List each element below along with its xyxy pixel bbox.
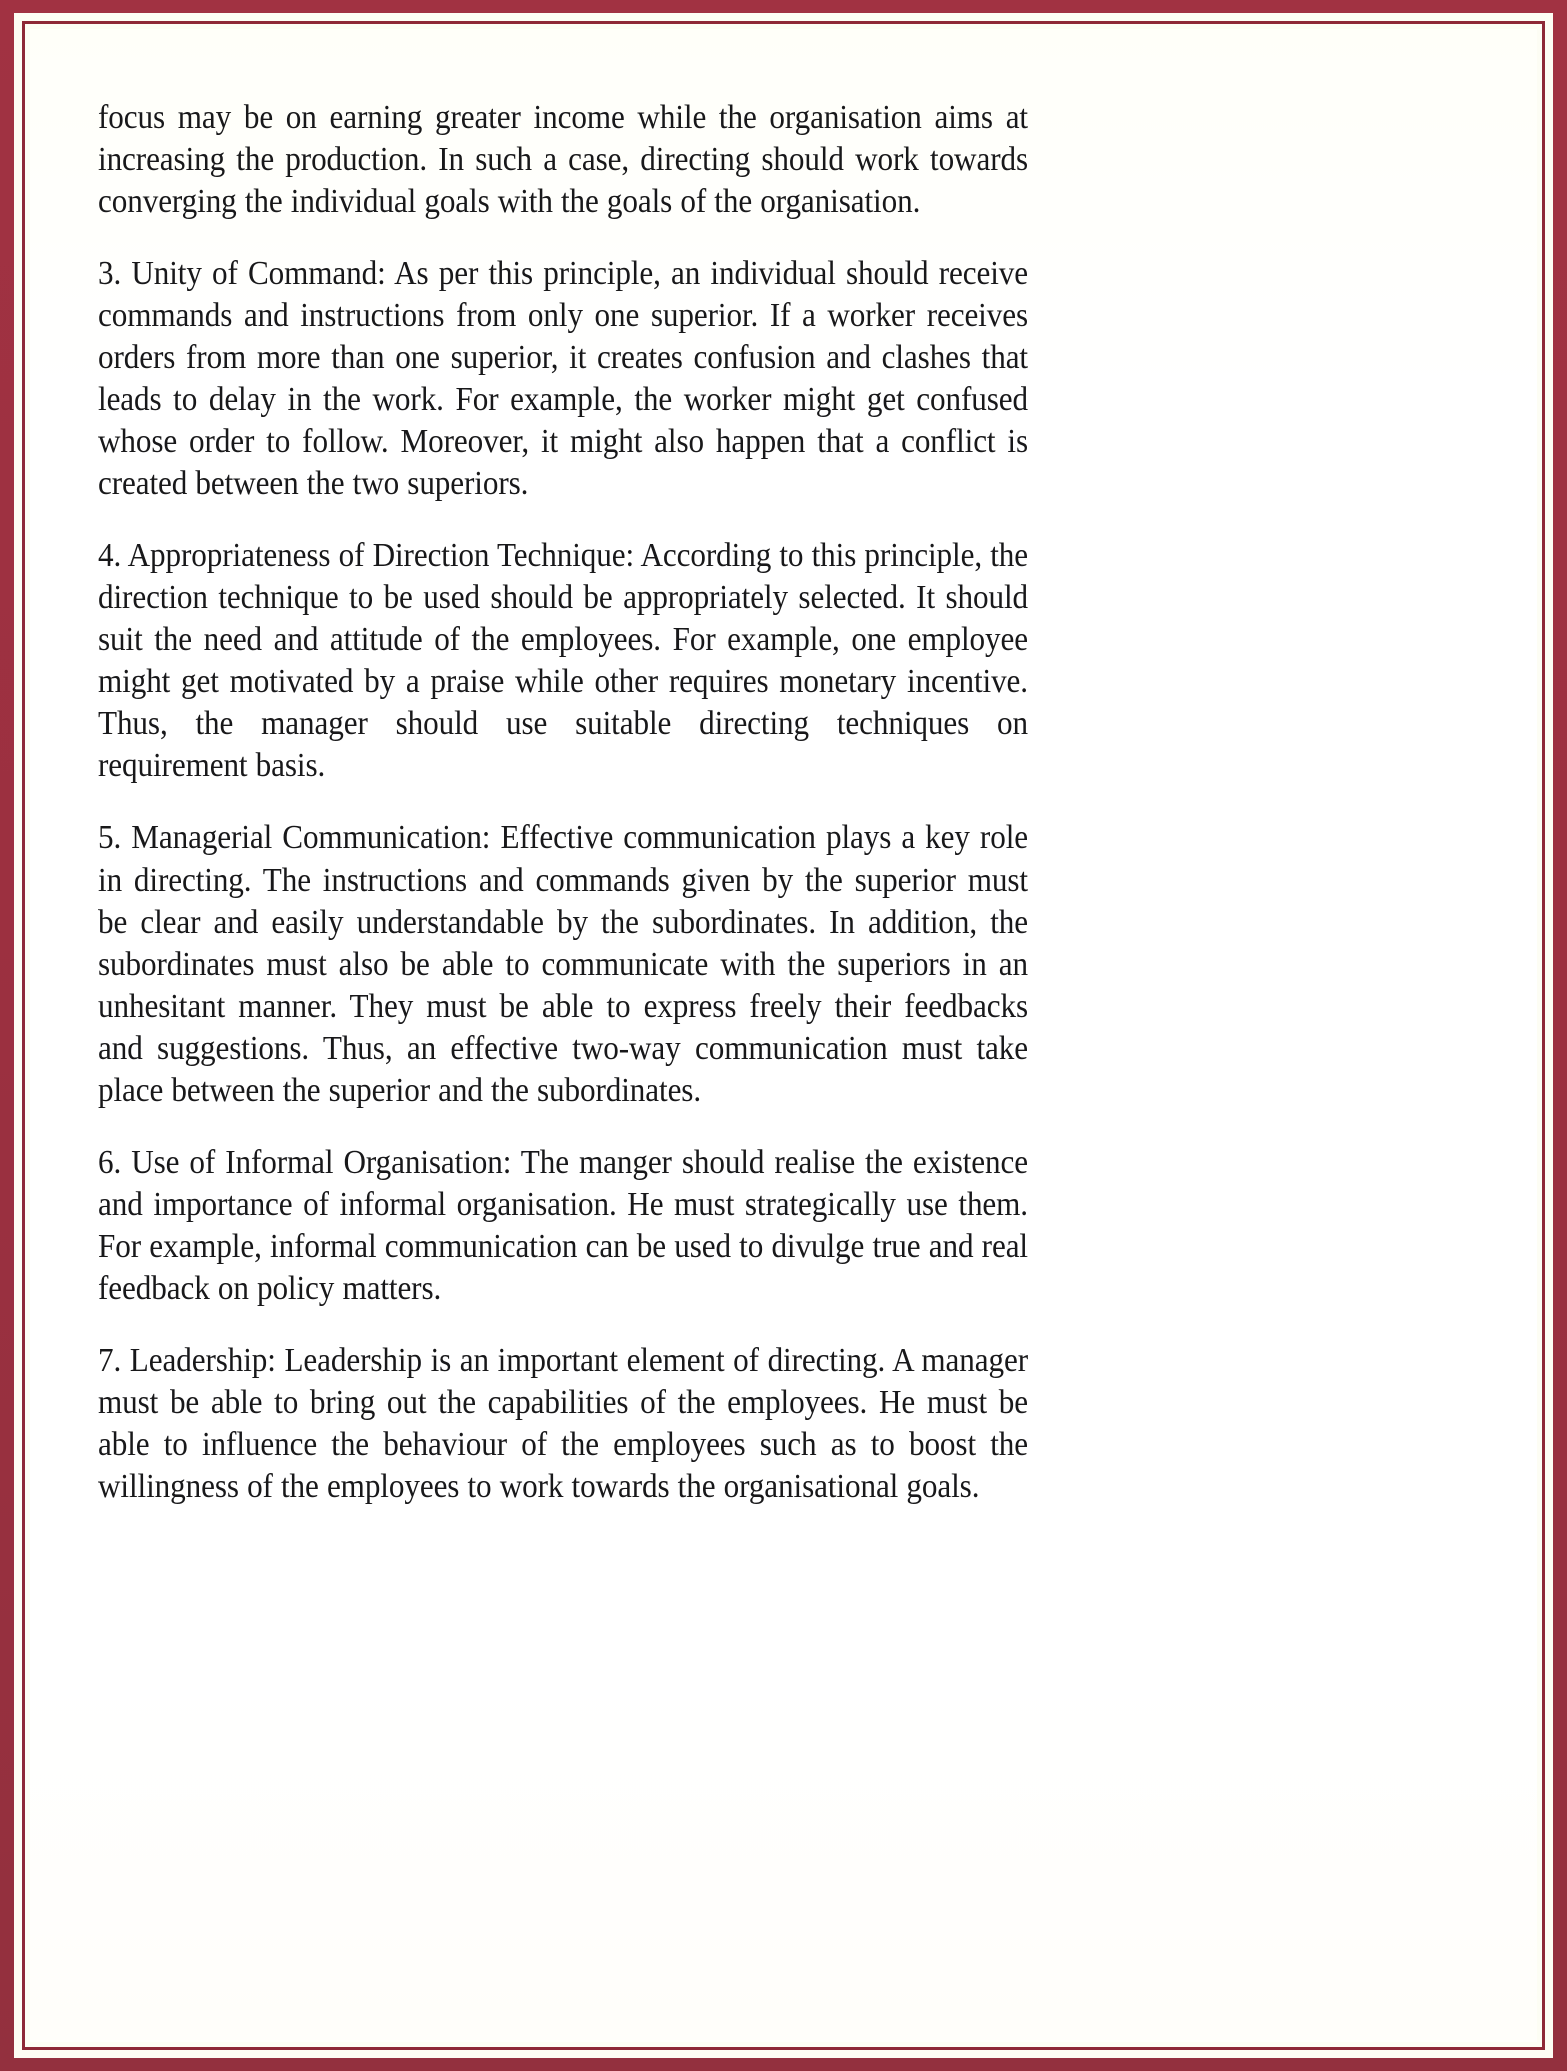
paragraph-use-of-informal-organisation: 6. Use of Informal Organisation: The manger should realise the existence and importance of informal organisation. He must strategically use them. For example, informal communication can be used to divulge true and real feedback on policy matters. xyxy=(98,1143,1028,1307)
paragraph-continuation: focus may be on earning greater income while the organisation aims at increasing the production. In such a case, directing should work towards converging the individual goals with the goals of the organisation. xyxy=(98,99,1028,221)
document-body xyxy=(98,97,1098,1508)
paragraph-leadership: 7. Leadership: Leadership is an important element of directing. A manager must be able to bring out the capabilities of the employees. He must be able to influence the behaviour of the employees such as to boost the willingness of the employees to work towards the organisational goals. xyxy=(98,1341,1028,1505)
paragraph-managerial-communication: 5. Managerial Communication: Effective communication plays a key role in directing. The instructions and commands given by the superior must be clear and easily understandable by the subordinates. In addition, the subordinates must also be able to communicate with the superiors in an unhesitant manner. They must be able to express freely their feedbacks and suggestions. Thus, an effective two-way communication must take place between the superior and the subordinates. xyxy=(98,819,1028,1109)
paragraph-unity-of-command: 3. Unity of Command: As per this principle, an individual should receive commands and instructions from only one superior. If a worker receives orders from more than one superior, it creates confusion and clashes that leads to delay in the work. For example, the worker might get confused whose order to follow. Moreover, it might also happen that a conflict is created between the two superiors. xyxy=(98,255,1028,503)
paragraph-appropriateness-of-direction-technique: 4. Appropriateness of Direction Technique: According to this principle, the direction technique to be used should be appropriately selected. It should suit the need and attitude of the employees. For example, one employee might get motivated by a praise while other requires monetary incentive. Thus, the manager should use suitable directing techniques on requirement basis. xyxy=(98,537,1028,785)
page-sheet xyxy=(30,29,1537,2042)
